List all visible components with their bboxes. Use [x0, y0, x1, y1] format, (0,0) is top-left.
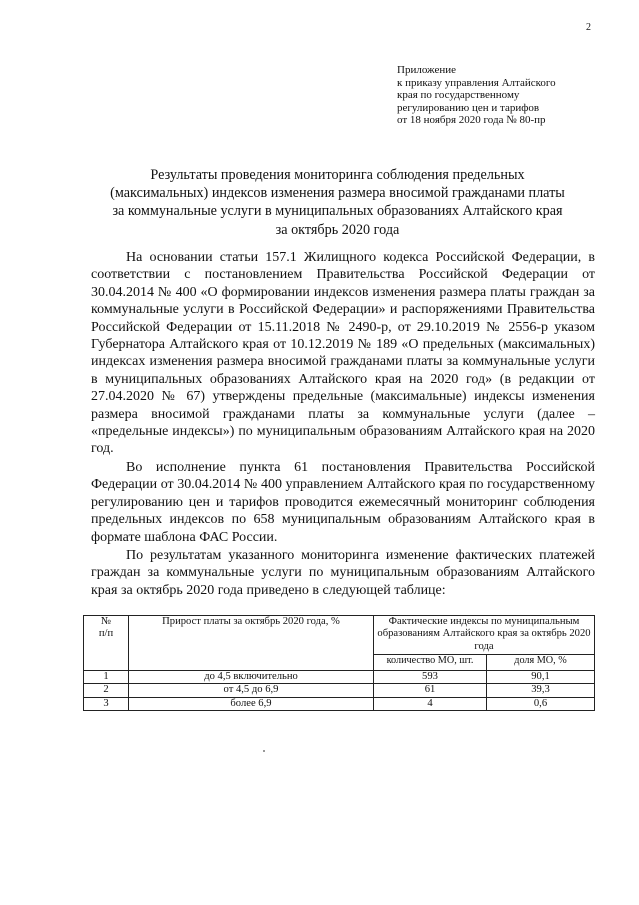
title-line: за октябрь 2020 года: [275, 221, 400, 238]
cell-num: 3: [84, 697, 129, 710]
cell-num: 2: [84, 684, 129, 697]
cell-count: 61: [374, 684, 487, 697]
table-header-row: [84, 616, 595, 655]
title-line: Результаты проведения мониторинга соблюдения предельных: [150, 167, 525, 183]
cell-count: 593: [374, 671, 487, 684]
appendix-line: Приложение: [397, 64, 457, 76]
scan-speck: [263, 750, 265, 752]
appendix-line: края по государственному: [397, 89, 520, 102]
appendix-line: от 18 ноября 2020 года № 80-пр: [397, 114, 546, 127]
cell-growth: более 6,9: [129, 697, 374, 710]
cell-share: 90,1: [487, 671, 595, 684]
cell-share: 0,6: [487, 697, 595, 710]
appendix-block: [397, 64, 629, 127]
header-count: количество МО, шт.: [374, 655, 487, 671]
header-share: доля МО, %: [487, 655, 595, 671]
cell-growth: от 4,5 до 6,9: [129, 684, 374, 697]
cell-num: 1: [84, 671, 129, 684]
cell-count: 4: [374, 697, 487, 710]
document-title: [80, 166, 595, 239]
cell-share: 39,3: [487, 684, 595, 697]
paragraph: На основании статьи 157.1 Жилищного кодекса Российской Федерации, в соответствии с постановлением Правительства Российской Федерации от 30.04.2014 № 400 «О формировании индексов изменения размера платы граждан за коммунальные услуги в Российской Федерации» и распоряжениями Правительства Российской Федерации от 15.11.2018 № 2490-р, от 29.10.2019 № 2556-р указом Губернатора Алтайского края от 10.12.2019 № 189 «О предельных (максимальных) индексах изменения размера вносимой гражданами платы за коммунальные услуги в муниципальных образованиях Алтайского края на 2020 год» (в редакции от 27.04.2020 № 67) утверждены предельные (максимальные) индексы изменения размера вносимой гражданами платы за коммунальные услуги (далее – «предельные индексы») по муниципальным образованиям Алтайского края на 2020 год.: [91, 250, 595, 457]
table-row: [84, 671, 595, 684]
header-num: № п/п: [84, 616, 129, 671]
results-table: [83, 615, 595, 711]
cell-growth: до 4,5 включительно: [129, 671, 374, 684]
paragraph: По результатам указанного мониторинга изменение фактических платежей граждан за коммунальные услуги по муниципальным образованиям Алтайского края за октябрь 2020 года приведено в следующей таблице:: [91, 547, 595, 598]
header-growth: Прирост платы за октябрь 2020 года, %: [129, 616, 374, 671]
document-body: [91, 249, 595, 599]
page-number: 2: [586, 22, 591, 33]
paragraph: Во исполнение пункта 61 постановления Правительства Российской Федерации от 30.04.2014 № 400 управлением Алтайского края по государственному регулированию цен и тарифов проводится ежемесячный мониторинг соблюдения предельных индексов по 658 муниципальным образованиям Алтайского края в формате шаблона ФАС России.: [91, 459, 595, 545]
header-actual: Фактические индексы по муниципальным образованиям Алтайского края за октябрь 2020 года: [374, 616, 595, 655]
title-line: за коммунальные услуги в муниципальных образованиях Алтайского края: [112, 203, 563, 220]
table-row: [84, 697, 595, 710]
title-line: (максимальных) индексов изменения размера вносимой гражданами платы: [110, 185, 565, 202]
table-row: [84, 684, 595, 697]
appendix-line: к приказу управления Алтайского: [397, 76, 556, 89]
appendix-line: регулированию цен и тарифов: [397, 101, 540, 114]
